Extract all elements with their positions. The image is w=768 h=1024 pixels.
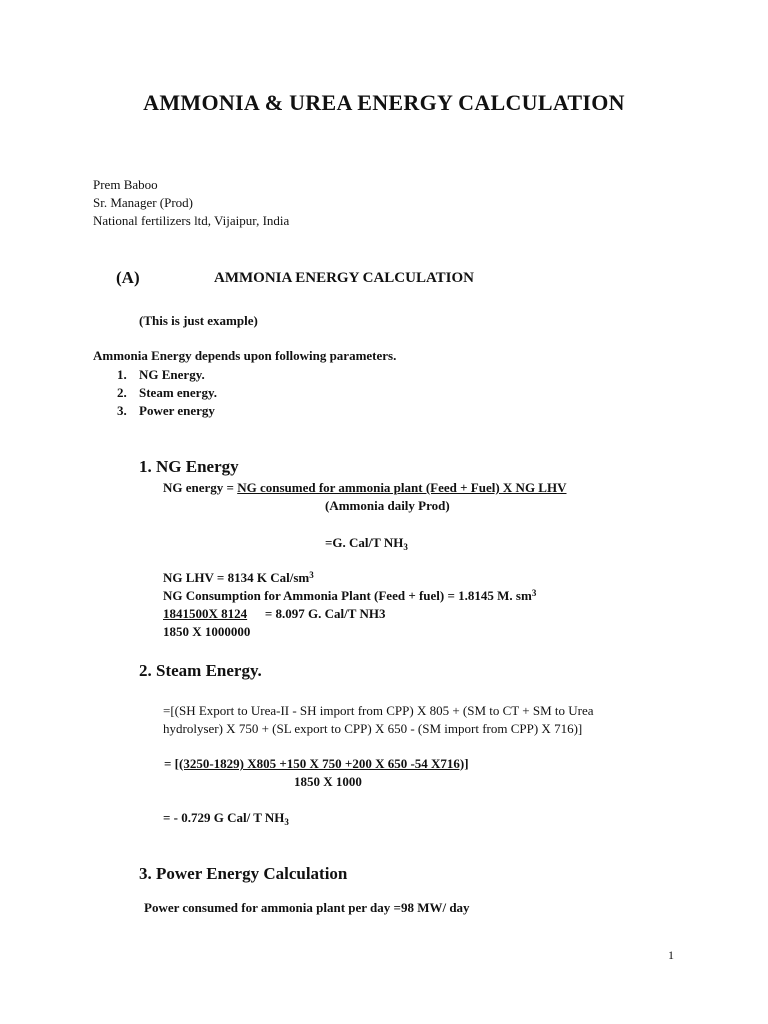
author-name: Prem Baboo <box>93 177 158 192</box>
steam-calculation: = [(3250-1829) X805 +150 X 750 +200 X 650 -54 X716)] <box>164 756 469 771</box>
example-note: (This is just example) <box>139 313 258 328</box>
author-role: Sr. Manager (Prod) <box>93 195 194 210</box>
ng-energy-formula: NG energy = NG consumed for ammonia plant (Feed + Fuel) X NG LHV <box>163 480 567 495</box>
document-title: AMMONIA & UREA ENERGY CALCULATION <box>143 90 625 115</box>
ng-energy-heading: 1. NG Energy <box>139 457 239 476</box>
steam-energy-heading: 2. Steam Energy. <box>139 661 262 680</box>
steam-formula-line2: hydrolyser) X 750 + (SL export to CPP) X 650 - (SM import from CPP) X 716)] <box>163 721 583 736</box>
section-a-label: (A) <box>116 268 140 287</box>
steam-formula-line1: =[(SH Export to Urea-II - SH import from CPP) X 805 + (SM to CT + SM to Urea <box>163 703 594 718</box>
power-consumption: Power consumed for ammonia plant per day =98 MW/ day <box>144 900 470 915</box>
list-item: 2. Steam energy. <box>117 385 217 400</box>
steam-calc-denominator: 1850 X 1000 <box>294 774 362 789</box>
ng-calc-denominator: 1850 X 1000000 <box>163 624 251 639</box>
parameters-list <box>117 366 217 420</box>
ng-calculation: 1841500X 8124 = 8.097 G. Cal/T NH3 <box>163 606 386 621</box>
ng-energy-unit: =G. Cal/T $NH_3$ <box>325 535 408 552</box>
list-item: 1. NG Energy. <box>117 367 205 382</box>
ng-consumption: NG Consumption for Ammonia Plant (Feed + fuel) = 1.8145 M. $sm^3$ <box>163 588 537 603</box>
list-item: 3. Power energy <box>117 403 215 418</box>
power-energy-heading: 3. Power Energy Calculation <box>139 864 348 883</box>
ng-formula-denominator: (Ammonia daily Prod) <box>325 498 450 513</box>
page-number: 1 <box>668 948 674 962</box>
author-org: National fertilizers ltd, Vijaipur, India <box>93 213 290 228</box>
parameters-intro: Ammonia Energy depends upon following parameters. <box>93 348 397 363</box>
section-a-heading: AMMONIA ENERGY CALCULATION <box>214 270 475 286</box>
steam-result: = - 0.729 G Cal/ T $NH_3$ <box>163 810 289 827</box>
ng-lhv: NG LHV = 8134 K Cal/$sm^3$ <box>163 570 314 585</box>
